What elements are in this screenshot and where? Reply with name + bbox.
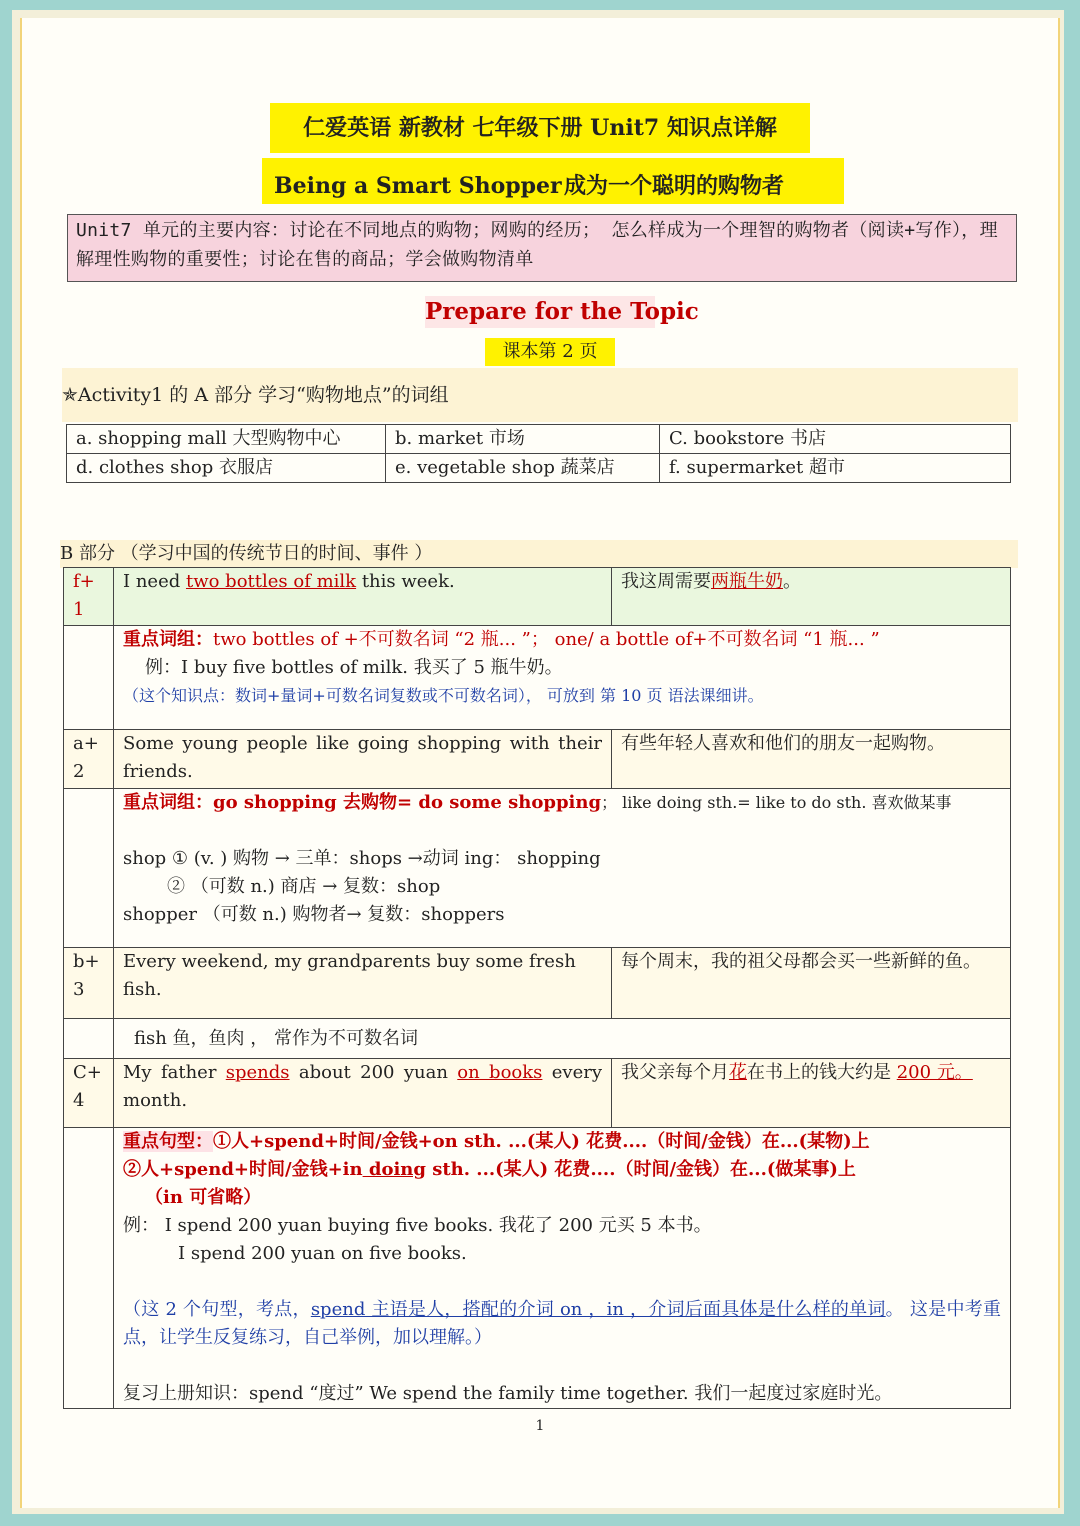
note-label: 重点词组：go shopping 去购物= do some shopping — [123, 792, 602, 813]
note-example: I spend 200 yuan on five books. — [178, 1243, 467, 1264]
note-line: shop ① (v. ) 购物 → 三单：shops →动词 ing： shopping — [123, 848, 601, 869]
note-line: （in 可省略） — [145, 1187, 262, 1208]
textbook-page-ref: 课本第 2 页 — [485, 338, 615, 366]
unit-summary: Unit7 单元的主要内容：讨论在不同地点的购物；网购的经历； 怎么样成为一个理智的购物者（阅读+写作），理解理性购物的重要性；讨论在售的商品；学会做购物清单 — [67, 214, 1017, 282]
place-cell: a. shopping mall 大型购物中心 — [67, 425, 386, 454]
note-line: shopper （可数 n.) 购物者→ 复数：shoppers — [123, 904, 505, 925]
note-example: 例：I buy five bottles of milk. 我买了 5 瓶牛奶。 — [145, 657, 563, 678]
table-row — [64, 730, 1011, 789]
note-review: 复习上册知识：spend “度过” We spend the family time together. 我们一起度过家庭时光。 — [123, 1383, 893, 1404]
table-row — [67, 454, 1011, 483]
note-cell: 重点词组：go shopping 去购物= do some shopping； like doing sth.= like to do sth. 喜欢做某事 shop ① (v. ) 购物 → 三单：shops →动词 ing： shopping ② （可数 n.) 商店 → 复数：shop shopper （可数 n.) 购物者→ 复数：shoppers — [114, 789, 1011, 948]
sentence-english: My father spends about 200 yuan on books every month. — [114, 1059, 612, 1128]
sentence-chinese: 每个周末，我的祖父母都会买一些新鲜的鱼。 — [612, 948, 1011, 1019]
highlight-phrase: 花 — [729, 1062, 747, 1083]
sentence-number: C+ 4 — [64, 1059, 114, 1128]
table-row — [64, 568, 1011, 626]
sentence-english: Every weekend, my grandparents buy some fresh fish. — [114, 948, 612, 1019]
highlight-phrase: two bottles of milk — [185, 571, 357, 592]
highlight-phrase: 两瓶牛奶 — [711, 571, 783, 592]
table-row — [64, 1059, 1011, 1128]
subtitle-english: Being a Smart Shopper — [274, 173, 562, 199]
note-tip: （这 2 个句型，考点，spend 主语是人，搭配的介词 on ，in ，介词后面具体是什么样的单词。 这是中考重点，让学生反复练习，自己举例，加以理解。） — [123, 1299, 1001, 1348]
page-number: 1 — [535, 1418, 545, 1434]
sentence-chinese: 我父亲每个月花在书上的钱大约是 200 元。 — [612, 1059, 1011, 1128]
place-cell: C. bookstore 书店 — [660, 425, 1011, 454]
sentence-chinese: 我这周需要两瓶牛奶。 — [612, 568, 1011, 626]
highlight-phrase: on books — [457, 1062, 543, 1083]
note-cell: 重点词组：two bottles of +不可数名词 “2 瓶... ”； one/ a bottle of+不可数名词 “1 瓶... ” 例：I buy five bottles of milk. 我买了 5 瓶牛奶。 （这个知识点：数词+量词+可数名词复数或不可数名词）， 可放到 第 10 页 语法课细讲。 — [114, 626, 1011, 730]
document-title: 仁爱英语 新教材 七年级下册 Unit7 知识点详解 — [270, 103, 810, 153]
sentences-table — [63, 567, 1011, 1409]
place-cell: d. clothes shop 衣服店 — [67, 454, 386, 483]
activity-heading: ✯Activity1 的 A 部分 学习“购物地点”的词组 — [62, 368, 1018, 422]
sentence-number: a+ 2 — [64, 730, 114, 789]
sentence-english: Some young people like going shopping with their friends. — [114, 730, 612, 789]
table-row — [64, 948, 1011, 1019]
sentence-chinese: 有些年轻人喜欢和他们的朋友一起购物。 — [612, 730, 1011, 789]
table-row — [64, 1128, 1011, 1409]
sentence-number: f+ 1 — [64, 568, 114, 626]
note-label: 重点句型： — [123, 1131, 213, 1152]
table-row — [64, 626, 1011, 730]
topic-heading: Prepare for the Topic — [425, 296, 655, 328]
place-cell: b. market 市场 — [386, 425, 660, 454]
sentence-english: I need two bottles of milk this week. — [114, 568, 612, 626]
note-tip: （这个知识点：数词+量词+可数名词复数或不可数名词）， 可放到 第 10 页 语法课细讲。 — [123, 686, 764, 705]
subtitle-chinese: 成为一个聪明的购物者 — [564, 173, 785, 199]
note-cell: fish 鱼，鱼肉 ， 常作为不可数名词 — [114, 1019, 1011, 1059]
table-row — [64, 789, 1011, 948]
highlight-phrase: 200 元。 — [896, 1062, 973, 1083]
places-table — [66, 424, 1011, 483]
note-cell: 重点句型：①人+spend+时间/金钱+on sth. ...(某人) 花费....（时间/金钱）在...(某物)上 ②人+spend+时间/金钱+in doing sth. ...(某人) 花费....（时间/金钱）在...(做某事)上 （in 可省略） 例： I spend 200 yuan buying five books. 我花了 200 元买 5 本书。 I spend 200 yuan on five books. （这 2 个句型，考点，spend 主语是人，搭配的介词 on ，in ，介词后面具体是什么样的单词。 这是中考重点，让学生反复练习，自己举例，加以理解。） 复习上册知识：spend “度过” We spend the family time together. 我们一起度过家庭时光。 — [114, 1128, 1011, 1409]
table-row — [64, 1019, 1011, 1059]
sentence-number: b+ 3 — [64, 948, 114, 1019]
place-cell: f. supermarket 超市 — [660, 454, 1011, 483]
table-row — [67, 425, 1011, 454]
highlight-phrase: spends — [225, 1062, 290, 1083]
place-cell: e. vegetable shop 蔬菜店 — [386, 454, 660, 483]
note-example: 例： I spend 200 yuan buying five books. 我花了 200 元买 5 本书。 — [123, 1215, 712, 1236]
note-line: ② （可数 n.) 商店 → 复数：shop — [167, 876, 441, 897]
note-label: 重点词组： — [123, 629, 213, 650]
unit-subtitle — [262, 158, 844, 204]
part-b-heading: B 部分 （学习中国的传统节日的时间、事件 ） — [60, 540, 1018, 568]
